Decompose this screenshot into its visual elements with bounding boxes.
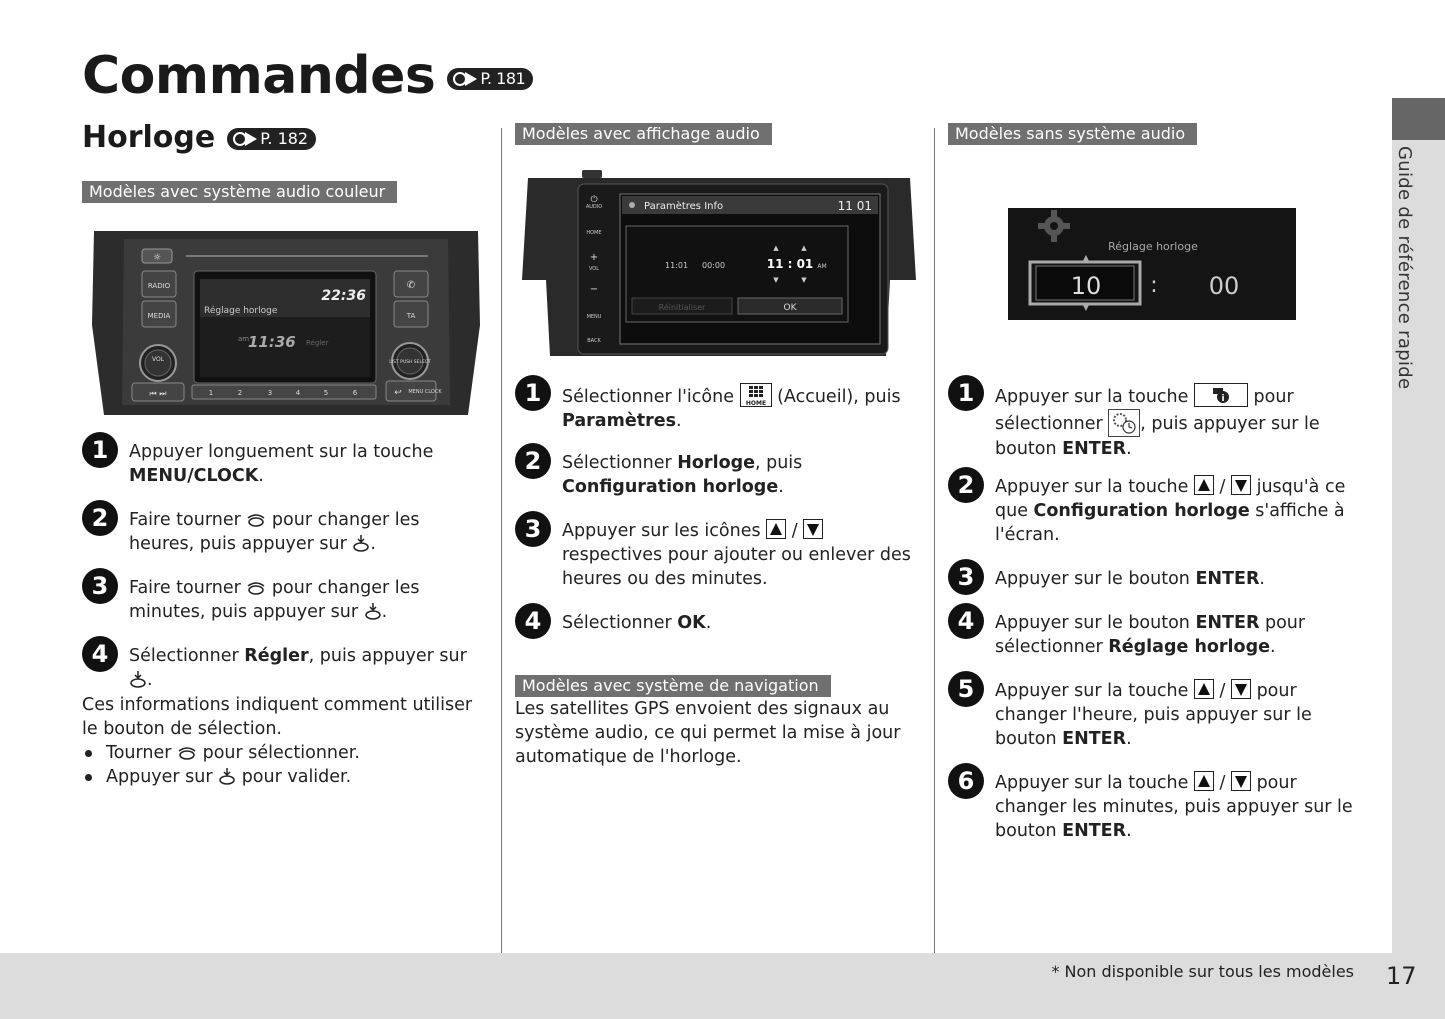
svg-text:▲: ▲	[801, 244, 807, 252]
screen-time: 22:36	[321, 288, 366, 304]
step-number: 4	[515, 603, 551, 639]
radio-button: RADIO	[147, 282, 171, 290]
preset-2: 2	[237, 389, 243, 397]
section-title	[82, 120, 316, 156]
page-ref-link[interactable]	[447, 68, 533, 90]
vol-knob-label: VOL	[151, 356, 165, 363]
ref-arrow-icon	[245, 132, 257, 146]
home-icon	[740, 383, 772, 407]
nav-paragraph: Les satellites GPS envoient des signaux au système audio, ce qui permet la mise à jour automatique de l'horloge.	[515, 699, 901, 767]
column-divider	[934, 128, 935, 953]
page-ref-text: P. 181	[480, 69, 526, 88]
footnote: * Non disponible sur tous les modèles	[1051, 962, 1354, 981]
page-number: 17	[1386, 962, 1417, 990]
clock-minutes: 00	[1208, 272, 1240, 300]
up-arrow-icon	[1194, 679, 1214, 699]
knob-push-icon	[364, 601, 382, 621]
up-arrow-icon	[1194, 475, 1214, 495]
model-tag-no-audio: Modèles sans système audio	[948, 123, 1197, 145]
knob-rotate-icon	[246, 513, 266, 527]
step-number: 3	[948, 559, 984, 595]
sidebar-tab[interactable]	[1392, 98, 1445, 140]
info-paragraph: Ces informations indiquent comment utiliser le bouton de sélection.	[82, 695, 473, 739]
svg-text:▼: ▼	[773, 276, 779, 284]
side-menu-label: MENU	[586, 314, 602, 320]
section-ref-link[interactable]	[227, 128, 316, 150]
svg-text:−: −	[589, 284, 599, 295]
step-number: 5	[948, 671, 984, 707]
clock-display-image	[1008, 208, 1296, 320]
screen-label: Réglage horloge	[204, 306, 278, 316]
step-text: Appuyer sur la touche / pour changer l'heure, puis appuyer sur le bouton ENTER.	[995, 681, 1312, 749]
page-title	[82, 44, 533, 108]
step-text: Appuyer sur la touche / jusqu'à ce que Configuration horloge s'affiche à l'écran.	[995, 477, 1346, 545]
up-arrow-icon	[1194, 771, 1214, 791]
svg-text:⏻: ⏻	[590, 195, 598, 205]
step-text: Faire tourner pour changer les minutes, puis appuyer sur .	[129, 578, 420, 622]
display-big-time: 11 : 01	[766, 257, 814, 271]
display-title: Paramètres Info	[644, 201, 724, 212]
sidebar-label: Guide de référence rapide	[1394, 146, 1415, 390]
display-time-left: 11:01	[665, 261, 689, 270]
preset-5: 5	[323, 389, 329, 397]
display-ok: OK	[783, 303, 797, 313]
down-arrow-icon	[803, 519, 823, 539]
clock-label: Réglage horloge	[1108, 240, 1198, 253]
svg-text:▼: ▼	[1082, 303, 1090, 312]
svg-text:▲: ▲	[1082, 253, 1090, 262]
menu-clock-label: MENU CLOCK	[408, 389, 442, 395]
side-audio-label: AUDIO	[585, 204, 603, 210]
display-time-mid: 00:00	[702, 261, 726, 270]
step-text: Sélectionner Horloge, puis Configuration horloge.	[562, 453, 803, 497]
step-text: Appuyer sur le bouton ENTER.	[995, 569, 1265, 589]
svg-text:▼: ▼	[801, 276, 807, 284]
svg-text:i: i	[1221, 394, 1225, 404]
display-am: AM	[817, 263, 827, 270]
up-arrow-icon	[766, 519, 786, 539]
step-number: 1	[82, 432, 118, 468]
step-text: Faire tourner pour changer les heures, puis appuyer sur .	[129, 510, 420, 554]
ref-arrow-icon	[465, 72, 477, 86]
info-bullets	[82, 741, 487, 789]
bullet-item: Appuyer sur pour valider.	[82, 765, 487, 789]
column-divider	[501, 128, 502, 953]
clock-sep: :	[1150, 273, 1158, 298]
down-arrow-icon	[1231, 679, 1251, 699]
display-reset: Réinitialiser	[658, 303, 706, 312]
model-tag-navigation: Modèles avec système de navigation	[515, 675, 831, 697]
display-audio-unit-image	[520, 170, 918, 358]
screen-value: 11:36	[248, 333, 296, 351]
display-time: 11 01	[837, 199, 872, 213]
settings-clock-icon	[1108, 409, 1140, 437]
info-button-icon	[1194, 383, 1248, 407]
step-number: 2	[82, 500, 118, 536]
svg-text:⏮ ⏭: ⏮ ⏭	[149, 389, 167, 398]
select-knob-label: LIST PUSH SELECT	[389, 360, 431, 365]
section-title-text: Horloge	[82, 120, 216, 155]
knob-rotate-icon	[246, 581, 266, 595]
knob-push-icon	[352, 533, 370, 553]
knob-push-icon	[129, 669, 147, 689]
preset-3: 3	[267, 389, 273, 397]
step-text: Appuyer sur les icônes / respectives pour ajouter ou enlever des heures ou des minutes.	[562, 521, 911, 589]
step-number: 2	[948, 467, 984, 503]
step-text: Appuyer sur la touche i pour sélectionner , puis appuyer sur le bouton ENTER.	[995, 383, 1358, 461]
color-audio-unit-image	[88, 225, 484, 417]
side-home-label: HOME	[586, 230, 602, 236]
media-button: MEDIA	[147, 312, 171, 320]
side-back-label: BACK	[587, 338, 601, 344]
svg-text:HOME: HOME	[745, 400, 766, 406]
bullet-item: Tourner pour sélectionner.	[82, 741, 487, 765]
down-arrow-icon	[1231, 475, 1251, 495]
step-number: 4	[82, 636, 118, 672]
page-title-text: Commandes	[82, 46, 436, 106]
model-tag-color-audio: Modèles avec système audio couleur	[82, 181, 397, 203]
step-text: Appuyer sur le bouton ENTER pour sélectionner Réglage horloge.	[995, 613, 1306, 657]
svg-text:✆: ✆	[406, 280, 416, 291]
svg-text:+: +	[589, 252, 599, 263]
preset-1: 1	[208, 389, 214, 397]
side-vol-label: VOL	[588, 266, 600, 272]
clock-hours: 10	[1070, 272, 1102, 300]
svg-text:▲: ▲	[773, 244, 779, 252]
step-text: Sélectionner l'icône HOME (Accueil), puis Paramètres.	[562, 383, 925, 433]
svg-text:☼: ☼	[152, 253, 162, 263]
step-number: 3	[515, 511, 551, 547]
svg-text:↩: ↩	[394, 388, 402, 398]
step-text: Appuyer sur la touche / pour changer les minutes, puis appuyer sur le bouton ENTER.	[995, 773, 1353, 841]
ta-button: TA	[406, 312, 416, 320]
model-tag-display-audio: Modèles avec affichage audio	[515, 123, 772, 145]
step-number: 3	[82, 568, 118, 604]
step-text: Sélectionner Régler, puis appuyer sur .	[129, 646, 467, 690]
preset-6: 6	[352, 389, 358, 397]
step-number: 2	[515, 443, 551, 479]
screen-am: am	[238, 335, 250, 343]
step-text: Sélectionner OK.	[562, 613, 712, 633]
step-number: 1	[515, 375, 551, 411]
step-number: 6	[948, 763, 984, 799]
knob-rotate-icon	[177, 746, 197, 760]
section-ref-text: P. 182	[260, 128, 309, 148]
down-arrow-icon	[1231, 771, 1251, 791]
preset-4: 4	[295, 389, 301, 397]
step-text: Appuyer longuement sur la touche MENU/CLOCK.	[129, 442, 434, 486]
step-number: 4	[948, 603, 984, 639]
knob-push-icon	[218, 766, 236, 786]
step-number: 1	[948, 375, 984, 411]
screen-button: Régler	[306, 339, 329, 347]
